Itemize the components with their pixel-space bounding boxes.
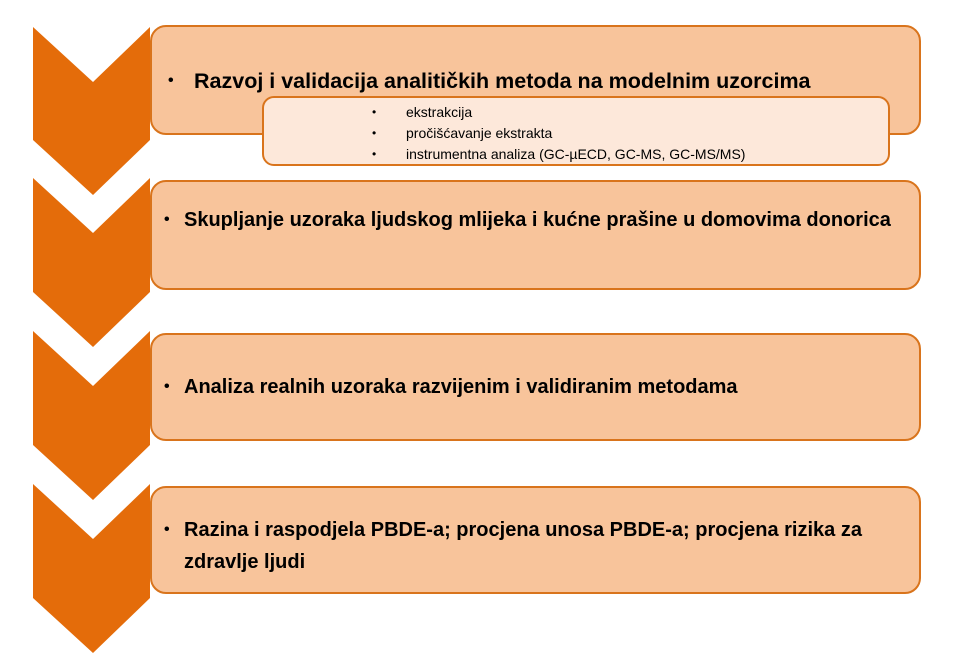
step-3-label: Analiza realnih uzoraka razvijenim i validiranim metodama (184, 376, 738, 398)
substep-item (372, 102, 745, 123)
substep-item (372, 144, 745, 165)
substep-item (372, 123, 745, 144)
step-1-text (168, 65, 811, 97)
substeps-list (372, 102, 745, 165)
substep-2-label: pročišćavanje ekstrakta (406, 125, 553, 141)
bullet: • (164, 378, 170, 395)
bullet: • (372, 147, 377, 161)
step-1-label: Razvoj i validacija analitičkih metoda na modelnim uzorcima (194, 69, 811, 93)
chevron-1 (33, 27, 150, 195)
substep-1-label: ekstrakcija (406, 104, 473, 120)
bullet: • (168, 72, 174, 89)
bullet: • (372, 126, 377, 140)
step-3-box (150, 333, 921, 441)
bullet: • (164, 521, 170, 538)
step-3-text (164, 371, 904, 403)
step-2-box (150, 180, 921, 290)
chevron-4 (33, 484, 150, 653)
step-4-text (164, 514, 904, 578)
bullet: • (372, 105, 377, 119)
step-4-label: Razina i raspodjela PBDE-a; procjena unosa PBDE-a; procjena rizika za zdravlje ljudi (184, 519, 862, 573)
substeps-box (262, 96, 890, 166)
substep-3-label: instrumentna analiza (GC-µECD, GC-MS, GC-MS/MS) (406, 146, 746, 162)
step-2-text (164, 204, 904, 236)
step-4-box (150, 486, 921, 594)
step-2-label: Skupljanje uzoraka ljudskog mlijeka i kućne prašine u domovima donorica (184, 209, 891, 231)
chevron-3 (33, 331, 150, 500)
bullet: • (164, 211, 170, 228)
chevron-2 (33, 178, 150, 347)
